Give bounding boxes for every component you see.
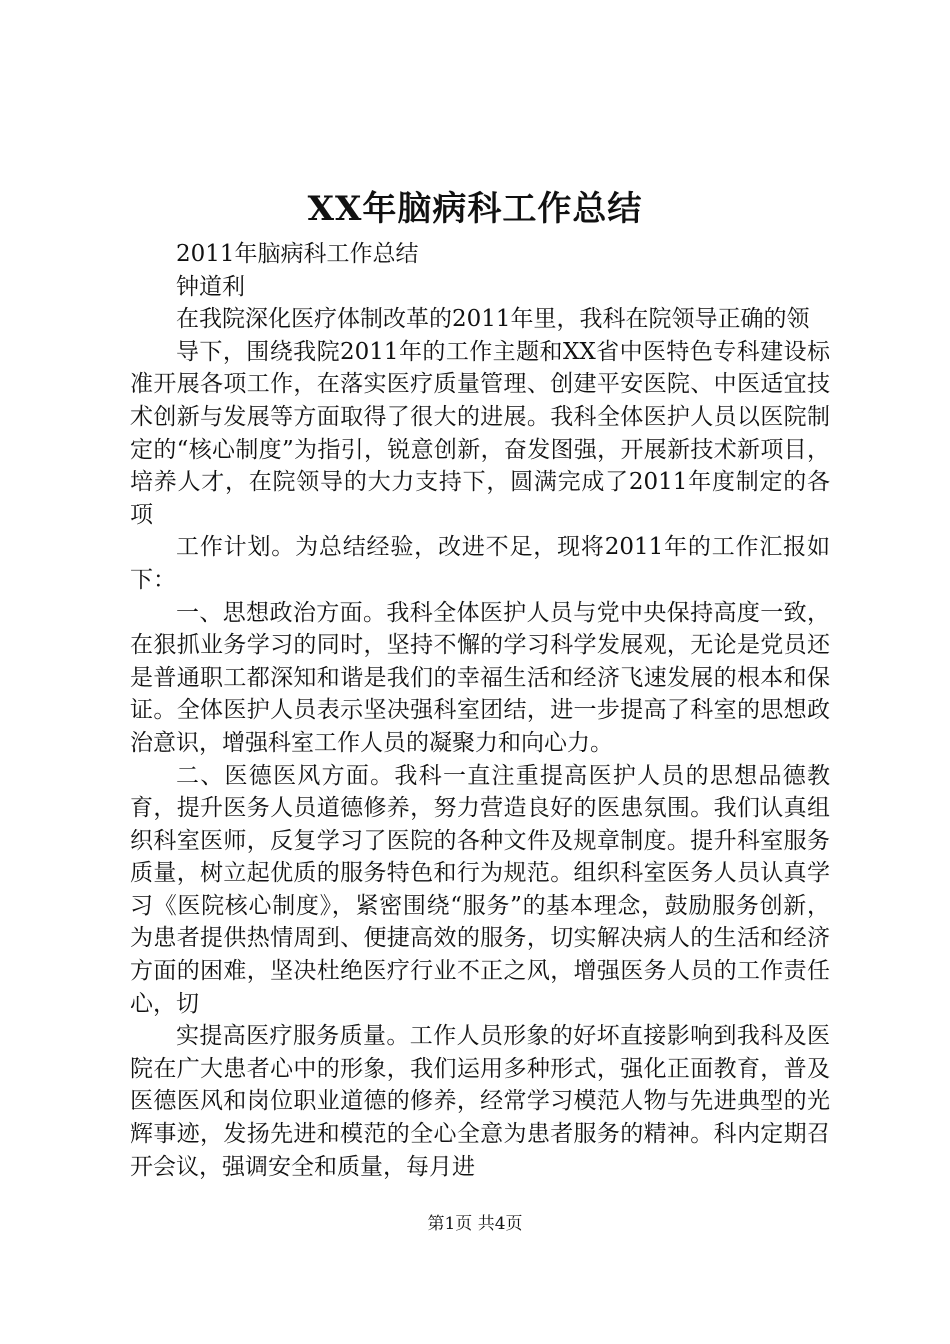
subtitle-line: 2011年脑病科工作总结 [176, 241, 419, 267]
document-body [130, 238, 830, 1183]
page-footer: 第1页 共4页 [427, 1214, 523, 1234]
paragraph-report-intro: 工作计划。为总结经验，改进不足，现将2011年的工作汇报如下： [130, 534, 830, 593]
paragraph-intro: 在我院深化医疗体制改革的2011年里，我科在院领导正确的领 [176, 306, 810, 333]
paragraph-service-quality: 实提高医疗服务质量。工作人员形象的好坏直接影响到我科及医院在广大患者心中的形象，我们运用多种形式，强化正面教育，普及医德医风和岗位职业道德的修养，经常学习模范人物与先进典型的光辉事迹，发扬先进和模范的全心全意为患者服务的精神。科内定期召开会议，强调安全和质量，每月进 [130, 1023, 830, 1180]
document-title: XX年脑病科工作总结 [307, 189, 643, 229]
paragraph-medical-ethics: 二、医德医风方面。我科一直注重提高医护人员的思想品德教育，提升医务人员道德修养，努力营造良好的医患氛围。我们认真组织科室医师，反复学习了医院的各种文件及规章制度。提升科室服务质量，树立起优质的服务特色和行为规范。组织科室医务人员认真学习《医院核心制度》，紧密围绕“服务”的基本理念，鼓励服务创新，为患者提供热情周到、便捷高效的服务，切实解决病人的生活和经济方面的困难，坚决杜绝医疗行业不正之风，增强医务人员的工作责任心，切 [130, 762, 830, 1017]
paragraph-overview: 导下，围绕我院2011年的工作主题和XX省中医特色专科建设标准开展各项工作，在落实医疗质量管理、创建平安医院、中医适宜技术创新与发展等方面取得了很大的进展。我科全体医护人员以医院制定的“核心制度”为指引，锐意创新，奋发图强，开展新技术新项目，培养人才，在院领导的大力支持下，圆满完成了2011年度制定的各项 [130, 338, 830, 528]
author-line: 钟道利 [176, 273, 245, 300]
paragraph-political: 一、思想政治方面。我科全体医护人员与党中央保持高度一致，在狠抓业务学习的同时，坚持不懈的学习科学发展观，无论是党员还是普通职工都深知和谐是我们的幸福生活和经济飞速发展的根本和保证。全体医护人员表示坚决强科室团结，进一步提高了科室的思想政治意识，增强科室工作人员的凝聚力和向心力。 [130, 599, 830, 756]
